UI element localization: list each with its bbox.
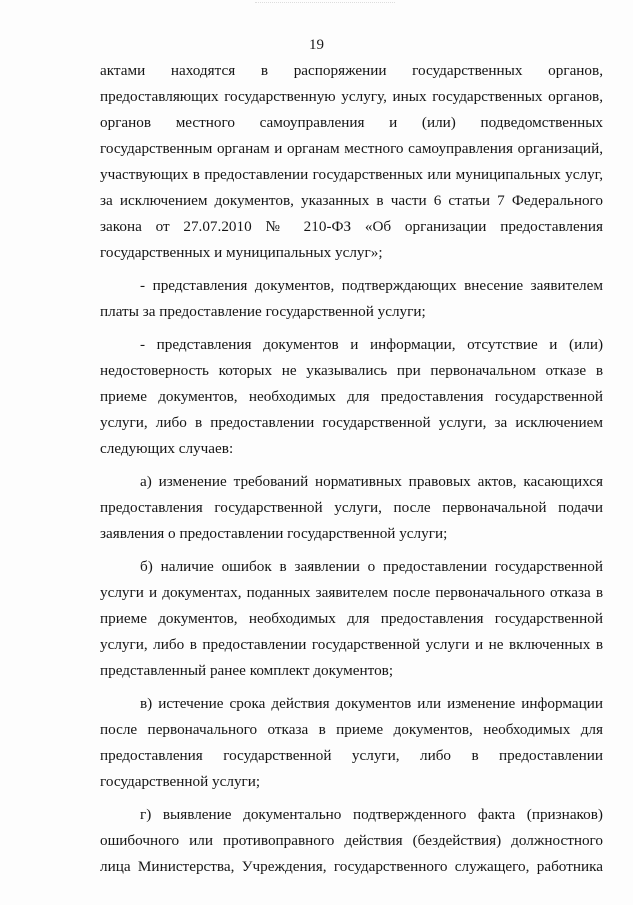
paragraph-case-a: а) изменение требований нормативных правовых актов, касающихся предоставления государственной услуги, после первоначальной подачи заявления о предоставлении государственной услуги; <box>100 473 603 542</box>
page-number: 19 <box>309 37 324 53</box>
scan-artifact <box>255 2 395 11</box>
document-body <box>100 58 603 880</box>
paragraph-continuation: актами находятся в распоряжении государственных органов, предоставляющих государственную услугу, иных государственных органов, органов местного самоуправления и (или) подведомственных государственным органам и органам местного самоуправления организаций, участвующих в предоставлении государственных или муниципальных услуг, за исключением документов, указанных в части 6 статьи 7 Федерального закона от 27.07.2010 № 210-ФЗ «Об организации предоставления государственных и муниципальных услуг»; <box>100 62 603 261</box>
paragraph-documents-information: - представления документов и информации, отсутствие и (или) недостоверность которых не указывались при первоначальном отказе в приеме документов, необходимых для предоставления государственной услуги, либо в предоставлении государственной услуги, за исключением следующих случаев: <box>100 336 603 457</box>
paragraph-payment-documents: - представления документов, подтверждающих внесение заявителем платы за предоставление государственной услуги; <box>100 277 603 320</box>
paragraph-case-c: в) истечение срока действия документов или изменение информации после первоначального отказа в приеме документов, необходимых для предоставления государственной услуги, либо в предоставлении государственной услуги; <box>100 695 603 790</box>
paragraph-case-d: г) выявление документально подтвержденного факта (признаков) ошибочного или противоправного действия (бездействия) должностного лица Министерства, Учреждения, государственного служащего, работника <box>100 806 603 875</box>
paragraph-case-b: б) наличие ошибок в заявлении о предоставлении государственной услуги и документах, поданных заявителем после первоначального отказа в приеме документов, необходимых для предоставления государственной услуги, либо в предоставлении государственной услуги и не включенных в представленный ранее комплект документов; <box>100 558 603 679</box>
